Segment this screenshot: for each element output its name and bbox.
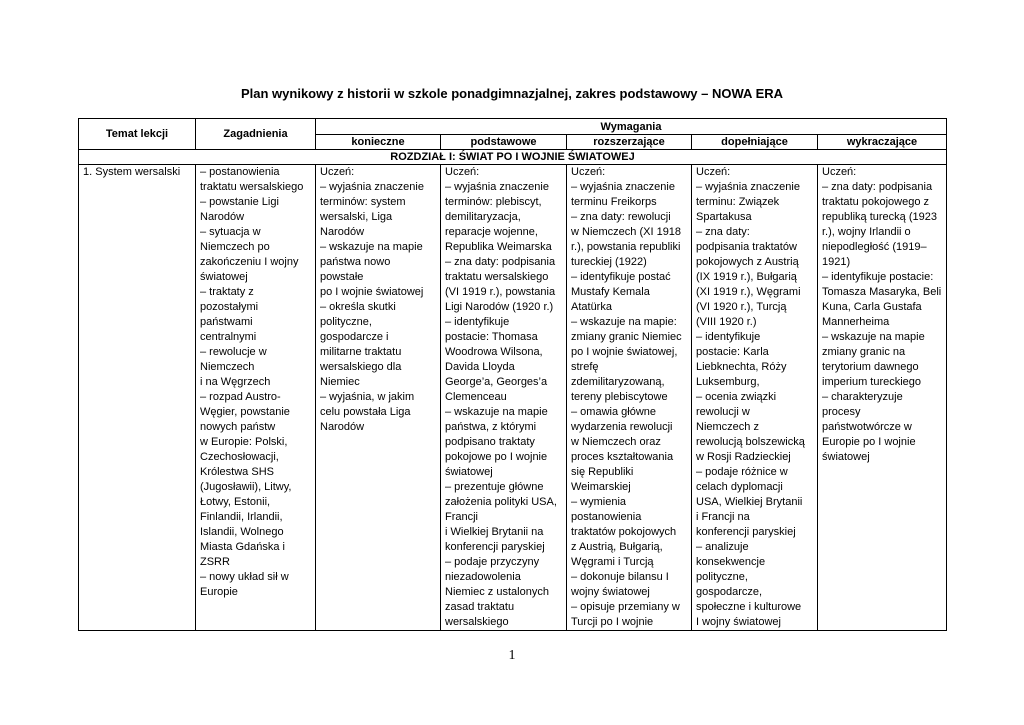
cell-text-line: – wskazuje na mapie: — [571, 316, 677, 328]
cell-text-line: postacie: Karla — [696, 346, 769, 358]
cell-text-line: Uczeń: — [320, 166, 355, 178]
cell-text-line: – zna daty: podpisania — [445, 256, 556, 268]
cell-text-line: wydarzenia rewolucji — [571, 421, 673, 433]
cell-text-line: nowych państw — [200, 421, 276, 433]
cell-text-line: Niemczech — [200, 361, 255, 373]
cell-text-line: Miasta Gdańska i — [200, 541, 285, 553]
cell-text-line: Clemenceau — [445, 391, 507, 403]
cell-text-line: – traktaty z — [200, 286, 254, 298]
cell-text-line: terminu Freikorps — [571, 196, 657, 208]
cell-text-line: Luksemburg, — [696, 376, 760, 388]
cell-text-line: – charakteryzuje — [822, 391, 903, 403]
cell-text-line: się Republiki — [571, 466, 634, 478]
cell-text-line: – opisuje przemiany w — [571, 601, 680, 613]
cell-text-line: Liebknechta, Róży — [696, 361, 787, 373]
cell-text-line: traktatów pokojowych — [571, 526, 677, 538]
cell-text-line: po I wojnie światowej — [320, 286, 424, 298]
cell-text-line: – ocenia związki — [696, 391, 777, 403]
cell-text-line: – powstanie Ligi — [200, 196, 279, 208]
wykraczajace-cell — [818, 165, 947, 631]
cell-text-line: Węgier, powstanie — [200, 406, 290, 418]
cell-text-line: George’a, Georges’a — [445, 376, 548, 388]
cell-text-line: tureckiej (1922) — [571, 256, 647, 268]
cell-text-line: – identyfikuje — [445, 316, 510, 328]
cell-text-line: – wskazuje na mapie — [822, 331, 925, 343]
cell-text-line: z Austrią, Bułgarią, — [571, 541, 663, 553]
cell-text-line: – podaje przyczyny — [445, 556, 540, 568]
cell-text-line: – zna daty: podpisania — [822, 181, 933, 193]
cell-text-line: Spartakusa — [696, 211, 752, 223]
cell-text-line: założenia polityki USA, — [445, 496, 557, 508]
cell-text-line: centralnymi — [200, 331, 257, 343]
cell-text-line: wersalskiego dla — [320, 361, 402, 373]
cell-text-line: reparacje wojenne, — [445, 226, 538, 238]
cell-text-line: – wyjaśnia, w jakim — [320, 391, 415, 403]
cell-text-line: (Jugosławii), Litwy, — [200, 481, 292, 493]
cell-text-line: traktatu wersalskiego — [200, 181, 304, 193]
cell-text-line: Uczeń: — [696, 166, 731, 178]
cell-text-line: celu powstała Liga — [320, 406, 411, 418]
cell-text-line: (VIII 1920 r.) — [696, 316, 757, 328]
cell-text-line: Davida Lloyda — [445, 361, 515, 373]
cell-text-line: i Francji na — [696, 511, 750, 523]
topic-cell — [79, 165, 196, 631]
cell-text-line: polityczne, — [320, 316, 372, 328]
cell-text-line: strefę — [571, 361, 599, 373]
cell-text-line: światowej — [822, 451, 870, 463]
cell-text-line: terminu: Związek — [696, 196, 780, 208]
cell-text-line: Narodów — [320, 421, 365, 433]
cell-text-line: Królestwa SHS — [200, 466, 274, 478]
cell-text-line: gospodarcze i — [320, 331, 389, 343]
cell-text-line: republiką turecką (1923 — [822, 211, 937, 223]
cell-text-line: – wyjaśnia znaczenie — [320, 181, 424, 193]
cell-text-line: i Wielkiej Brytanii na — [445, 526, 544, 538]
cell-text-line: celach dyplomacji — [696, 481, 783, 493]
cell-text-line: w Rosji Radzieckiej — [696, 451, 791, 463]
header-zagadnienia: Zagadnienia — [196, 119, 316, 150]
cell-text-line: Ligi Narodów (1920 r.) — [445, 301, 554, 313]
document-title: Plan wynikowy z historii w szkole ponadgimnazjalnej, zakres podstawowy – NOWA ERA — [240, 86, 784, 101]
cell-text-line: wersalski, Liga — [320, 211, 393, 223]
cell-text-line: r.), powstania republiki — [571, 241, 681, 253]
cell-text-line: zdemilitaryzowaną, — [571, 376, 665, 388]
cell-text-line: – wyjaśnia znaczenie — [571, 181, 675, 193]
cell-text-line: Mustafy Kemala — [571, 286, 650, 298]
cell-text-line: społeczne i kulturowe — [696, 601, 802, 613]
cell-text-line: w Niemczech (XI 1918 — [571, 226, 682, 238]
cell-text-line: Europie — [200, 586, 238, 598]
cell-text-line: – rozpad Austro- — [200, 391, 281, 403]
cell-text-line: wersalskiego — [445, 616, 509, 628]
cell-text-line: Atatürka — [571, 301, 612, 313]
cell-text-line: Węgrami i Turcją — [571, 556, 654, 568]
cell-text-line: państwotwórcze w — [822, 421, 912, 433]
cell-text-line: – identyfikuje postacie: — [822, 271, 934, 283]
cell-text-line: – prezentuje główne — [445, 481, 544, 493]
header-wymagania: Wymagania — [316, 119, 947, 135]
cell-text-line: – rewolucje w — [200, 346, 267, 358]
cell-text-line: (XI 1919 r.), Węgrami — [696, 286, 801, 298]
cell-text-line: zmiany granic na — [822, 346, 906, 358]
cell-text-line: – zna daty: — [696, 226, 750, 238]
cell-text-line: konferencji paryskiej — [696, 526, 796, 538]
cell-text-line: imperium tureckiego — [822, 376, 922, 388]
cell-text-line: Niemczech z — [696, 421, 759, 433]
cell-text-line: – sytuacja w — [200, 226, 261, 238]
cell-text-line: Europie po I wojnie — [822, 436, 916, 448]
cell-text-line: – postanowienia — [200, 166, 280, 178]
cell-text-line: podpisania traktatów — [696, 241, 797, 253]
cell-text-line: (VI 1920 r.), Turcją — [696, 301, 787, 313]
cell-text-line: zakończeniu I wojny — [200, 256, 299, 268]
cell-text-line: Uczeń: — [445, 166, 480, 178]
cell-text-line: powstałe — [320, 271, 364, 283]
cell-text-line: – wyjaśnia znaczenie — [445, 181, 549, 193]
cell-text-line: – wyjaśnia znaczenie — [696, 181, 800, 193]
cell-text-line: postacie: Thomasa — [445, 331, 538, 343]
cell-text-line: Uczeń: — [822, 166, 857, 178]
cell-text-line: pokojowe po I wojnie — [445, 451, 548, 463]
cell-text-line: państwami — [200, 316, 253, 328]
cell-text-line: Republika Weimarska — [445, 241, 552, 253]
cell-text-line: rewolucją bolszewicką — [696, 436, 805, 448]
cell-text-line: niezadowolenia — [445, 571, 521, 583]
cell-text-line: podpisano traktaty — [445, 436, 535, 448]
cell-text-line: Tomasza Masaryka, Beli — [822, 286, 942, 298]
cell-text-line: – wymienia — [571, 496, 627, 508]
header-level-rozszerzajace: rozszerzające — [567, 135, 692, 150]
cell-text-line: terytorium dawnego — [822, 361, 919, 373]
cell-text-line: – podaje różnice w — [696, 466, 788, 478]
cell-text-line: w Europie: Polski, — [200, 436, 288, 448]
cell-text-line: po I wojnie światowej, — [571, 346, 678, 358]
cell-text-line: ZSRR — [200, 556, 230, 568]
cell-text-line: I wojny światowej — [696, 616, 781, 628]
cell-text-line: traktatu wersalskiego — [445, 271, 549, 283]
cell-text-line: 1. System wersalski — [83, 166, 181, 178]
cell-text-line: gospodarcze, — [696, 586, 763, 598]
cell-text-line: demilitaryzacja, — [445, 211, 521, 223]
cell-text-line: – analizuje — [696, 541, 749, 553]
cell-text-line: światowej — [200, 271, 248, 283]
cell-text-line: (IX 1919 r.), Bułgarią — [696, 271, 797, 283]
header-level-dopelniajace: dopełniające — [692, 135, 818, 150]
cell-text-line: Narodów — [200, 211, 245, 223]
cell-text-line: – określa skutki — [320, 301, 396, 313]
cell-text-line: Francji — [445, 511, 479, 523]
cell-text-line: r.), wojny Irlandii o — [822, 226, 911, 238]
cell-text-line: militarne traktatu — [320, 346, 402, 358]
cell-text-line: Mannerheima — [822, 316, 890, 328]
cell-text-line: polityczne, — [696, 571, 748, 583]
cell-text-line: Łotwy, Estonii, — [200, 496, 271, 508]
cell-text-line: – dokonuje bilansu I — [571, 571, 669, 583]
cell-text-line: – identyfikuje — [696, 331, 761, 343]
cell-text-line: światowej — [445, 466, 493, 478]
cell-text-line: niepodległość (1919– — [822, 241, 927, 253]
cell-text-line: – nowy układ sił w — [200, 571, 289, 583]
cell-text-line: zmiany granic Niemiec — [571, 331, 682, 343]
cell-text-line: traktatu pokojowego z — [822, 196, 930, 208]
cell-text-line: terminów: system — [320, 196, 406, 208]
cell-text-line: państwa nowo — [320, 256, 391, 268]
rozszerzajace-cell — [567, 165, 692, 631]
cell-text-line: Czechosłowacji, — [200, 451, 279, 463]
cell-text-line: i na Węgrzech — [200, 376, 271, 388]
cell-text-line: państwa, z którymi — [445, 421, 537, 433]
section-heading: ROZDZIAŁ I: ŚWIAT PO I WOJNIE ŚWIATOWEJ — [79, 150, 947, 165]
cell-text-line: proces kształtowania — [571, 451, 674, 463]
cell-text-line: Niemczech po — [200, 241, 270, 253]
cell-text-line: zasad traktatu — [445, 601, 515, 613]
cell-text-line: rewolucji w — [696, 406, 750, 418]
cell-text-line: – wskazuje na mapie — [320, 241, 423, 253]
cell-text-line: terminów: plebiscyt, — [445, 196, 542, 208]
cell-text-line: 1921) — [822, 256, 851, 268]
cell-text-line: konferencji paryskiej — [445, 541, 545, 553]
cell-text-line: (VI 1919 r.), powstania — [445, 286, 556, 298]
plan-table — [78, 118, 947, 631]
cell-text-line: – omawia główne — [571, 406, 656, 418]
cell-text-line: konsekwencje — [696, 556, 766, 568]
header-level-podstawowe: podstawowe — [441, 135, 567, 150]
zagadnienia-cell — [196, 165, 316, 631]
konieczne-cell — [316, 165, 441, 631]
cell-text-line: procesy — [822, 406, 861, 418]
header-level-konieczne: konieczne — [316, 135, 441, 150]
cell-text-line: pokojowych z Austrią — [696, 256, 799, 268]
podstawowe-cell — [441, 165, 567, 631]
cell-text-line: Uczeń: — [571, 166, 606, 178]
page-number: 1 — [508, 648, 516, 663]
cell-text-line: tereny plebiscytowe — [571, 391, 668, 403]
cell-text-line: Narodów — [320, 226, 365, 238]
cell-text-line: w Niemczech oraz — [571, 436, 661, 448]
dopelniajace-cell — [692, 165, 818, 631]
cell-text-line: Niemiec z ustalonych — [445, 586, 549, 598]
cell-text-line: postanowienia — [571, 511, 642, 523]
cell-text-line: USA, Wielkiej Brytanii — [696, 496, 803, 508]
cell-text-line: Islandii, Wolnego — [200, 526, 284, 538]
cell-text-line: Niemiec — [320, 376, 360, 388]
cell-text-line: wojny światowej — [571, 586, 650, 598]
cell-text-line: Turcji po I wojnie — [571, 616, 654, 628]
cell-text-line: Weimarskiej — [571, 481, 631, 493]
cell-text-line: Kuna, Carla Gustafa — [822, 301, 922, 313]
cell-text-line: – zna daty: rewolucji — [571, 211, 671, 223]
header-level-wykraczajace: wykraczające — [818, 135, 947, 150]
cell-text-line: Finlandii, Irlandii, — [200, 511, 283, 523]
cell-text-line: – wskazuje na mapie — [445, 406, 548, 418]
header-temat-lekcji: Temat lekcji — [79, 119, 196, 150]
cell-text-line: – identyfikuje postać — [571, 271, 671, 283]
cell-text-line: Woodrowa Wilsona, — [445, 346, 543, 358]
cell-text-line: pozostałymi — [200, 301, 259, 313]
